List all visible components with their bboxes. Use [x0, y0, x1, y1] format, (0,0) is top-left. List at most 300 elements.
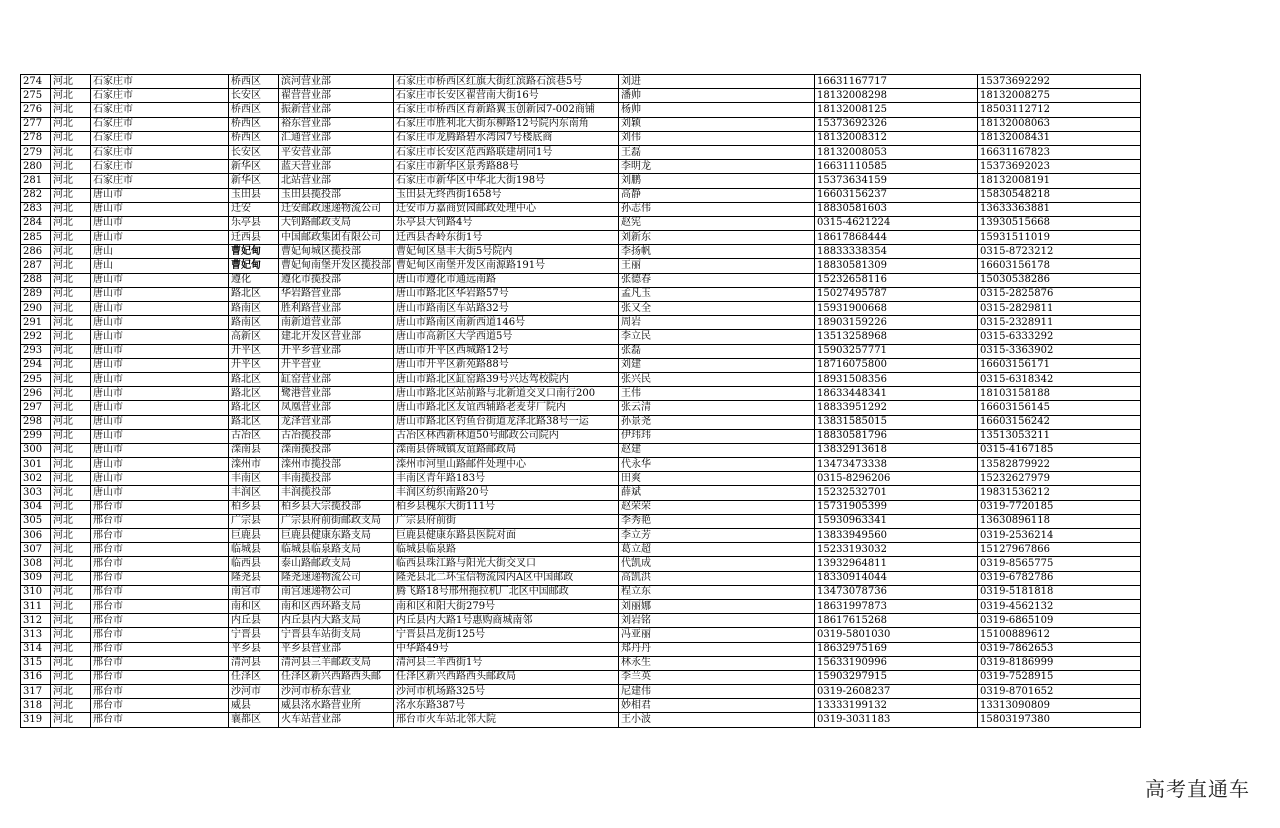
address-cell: 曹妃甸区垦丰大街5号院内 [394, 245, 619, 259]
row-number-cell: 274 [21, 75, 51, 89]
city-cell: 唐山市 [91, 302, 229, 316]
row-number-cell: 282 [21, 188, 51, 202]
contact-name-cell: 张德春 [619, 273, 815, 287]
table-row [21, 543, 1141, 557]
table-row [21, 599, 1141, 613]
contact-name-cell: 程立东 [619, 585, 815, 599]
table-row [21, 472, 1141, 486]
address-cell: 石家庄市新华区中华北大街198号 [394, 174, 619, 188]
phone-secondary-cell: 15030538286 [978, 273, 1141, 287]
phone-primary-cell: 18132008053 [815, 145, 978, 159]
phone-secondary-cell: 0319-7720185 [978, 500, 1141, 514]
phone-secondary-cell: 16603156171 [978, 358, 1141, 372]
table-row [21, 514, 1141, 528]
city-cell: 邢台市 [91, 656, 229, 670]
city-cell: 唐山市 [91, 273, 229, 287]
address-cell: 唐山市路南区南新西道146号 [394, 316, 619, 330]
city-cell: 邢台市 [91, 614, 229, 628]
table-row [21, 188, 1141, 202]
table-row [21, 614, 1141, 628]
district-cell: 乐亭县 [229, 216, 279, 230]
province-cell: 河北 [51, 443, 91, 457]
province-cell: 河北 [51, 245, 91, 259]
phone-primary-cell: 18716075800 [815, 358, 978, 372]
district-cell: 南宫市 [229, 585, 279, 599]
phone-primary-cell: 13831585015 [815, 415, 978, 429]
phone-primary-cell: 15903257771 [815, 344, 978, 358]
branch-name-cell: 隆尧速递物流公司 [279, 571, 394, 585]
contact-name-cell: 潘帅 [619, 89, 815, 103]
city-cell: 邢台市 [91, 670, 229, 684]
phone-primary-cell: 15373634159 [815, 174, 978, 188]
phone-secondary-cell: 15931511019 [978, 231, 1141, 245]
address-cell: 南和区和阳大街279号 [394, 599, 619, 613]
table-row [21, 443, 1141, 457]
row-number-cell: 297 [21, 401, 51, 415]
district-cell: 路北区 [229, 287, 279, 301]
table-row [21, 500, 1141, 514]
table-row [21, 145, 1141, 159]
province-cell: 河北 [51, 571, 91, 585]
phone-secondary-cell: 0315-2829811 [978, 302, 1141, 316]
province-cell: 河北 [51, 514, 91, 528]
phone-secondary-cell: 0319-8701652 [978, 685, 1141, 699]
phone-primary-cell: 18903159226 [815, 316, 978, 330]
row-number-cell: 303 [21, 486, 51, 500]
row-number-cell: 277 [21, 117, 51, 131]
row-number-cell: 295 [21, 372, 51, 386]
phone-primary-cell: 0319-3031183 [815, 713, 978, 727]
district-cell: 滦南县 [229, 443, 279, 457]
contact-name-cell: 刘岩铭 [619, 614, 815, 628]
district-cell: 宁晋县 [229, 628, 279, 642]
phone-primary-cell: 18330914044 [815, 571, 978, 585]
city-cell: 唐山市 [91, 344, 229, 358]
phone-secondary-cell: 13930515668 [978, 216, 1141, 230]
branch-name-cell: 凤凰营业部 [279, 401, 394, 415]
contact-name-cell: 刘进 [619, 75, 815, 89]
province-cell: 河北 [51, 401, 91, 415]
address-cell: 任泽区新兴西路西头邮政局 [394, 670, 619, 684]
province-cell: 河北 [51, 614, 91, 628]
address-cell: 中华路49号 [394, 642, 619, 656]
province-cell: 河北 [51, 103, 91, 117]
table-row [21, 216, 1141, 230]
address-cell: 唐山市遵化市通远南路 [394, 273, 619, 287]
city-cell: 唐山市 [91, 287, 229, 301]
address-cell: 迁西县杏岭东街1号 [394, 231, 619, 245]
branch-name-cell: 丰南揽投部 [279, 472, 394, 486]
province-cell: 河北 [51, 188, 91, 202]
branch-name-cell: 曹妃甸南堡开发区揽投部 [279, 259, 394, 273]
branch-name-cell: 广宗县府前街邮政支局 [279, 514, 394, 528]
province-cell: 河北 [51, 259, 91, 273]
phone-secondary-cell: 0319-8565775 [978, 557, 1141, 571]
phone-primary-cell: 15233193032 [815, 543, 978, 557]
row-number-cell: 291 [21, 316, 51, 330]
phone-secondary-cell: 15100889612 [978, 628, 1141, 642]
address-cell: 石家庄市龙腾路碧水湾园7号楼底商 [394, 131, 619, 145]
row-number-cell: 312 [21, 614, 51, 628]
branch-name-cell: 柏乡县大宗揽投部 [279, 500, 394, 514]
contact-name-cell: 郑丹丹 [619, 642, 815, 656]
branch-name-cell: 滦南揽投部 [279, 443, 394, 457]
phone-secondary-cell: 0319-2536214 [978, 529, 1141, 543]
district-cell: 路北区 [229, 401, 279, 415]
phone-secondary-cell: 0315-8723212 [978, 245, 1141, 259]
row-number-cell: 313 [21, 628, 51, 642]
city-cell: 唐山市 [91, 216, 229, 230]
province-cell: 河北 [51, 160, 91, 174]
city-cell: 唐山市 [91, 231, 229, 245]
branch-name-cell: 曹妃甸城区揽投部 [279, 245, 394, 259]
branch-name-cell: 迁安邮政速递物流公司 [279, 202, 394, 216]
province-cell: 河北 [51, 372, 91, 386]
branch-name-cell: 振新营业部 [279, 103, 394, 117]
branch-name-cell: 华岩路营业部 [279, 287, 394, 301]
phone-primary-cell: 18830581603 [815, 202, 978, 216]
address-cell: 滦州市河里山路邮件处理中心 [394, 458, 619, 472]
branch-name-cell: 胜利路营业部 [279, 302, 394, 316]
phone-primary-cell: 18833951292 [815, 401, 978, 415]
phone-secondary-cell: 13633363881 [978, 202, 1141, 216]
phone-primary-cell: 15930963341 [815, 514, 978, 528]
table-row [21, 670, 1141, 684]
phone-primary-cell: 16603156237 [815, 188, 978, 202]
phone-secondary-cell: 16603156145 [978, 401, 1141, 415]
phone-secondary-cell: 0319-5181818 [978, 585, 1141, 599]
province-cell: 河北 [51, 75, 91, 89]
address-cell: 古冶区林西新林道50号邮政公司院内 [394, 429, 619, 443]
branch-name-cell: 任泽区新兴西路西头邮 [279, 670, 394, 684]
phone-primary-cell: 0319-2608237 [815, 685, 978, 699]
table-row [21, 231, 1141, 245]
branch-name-cell: 宁晋县车站街支局 [279, 628, 394, 642]
branch-name-cell: 南和区西环路支局 [279, 599, 394, 613]
row-number-cell: 279 [21, 145, 51, 159]
district-cell: 桥西区 [229, 117, 279, 131]
province-cell: 河北 [51, 529, 91, 543]
address-cell: 丰润区纺织南路20号 [394, 486, 619, 500]
city-cell: 石家庄市 [91, 117, 229, 131]
city-cell: 唐山市 [91, 330, 229, 344]
address-cell: 广宗县府前街 [394, 514, 619, 528]
city-cell: 石家庄市 [91, 131, 229, 145]
table-row [21, 415, 1141, 429]
row-number-cell: 309 [21, 571, 51, 585]
row-number-cell: 314 [21, 642, 51, 656]
city-cell: 唐山市 [91, 472, 229, 486]
branch-name-cell: 清河县三羊邮政支局 [279, 656, 394, 670]
province-cell: 河北 [51, 557, 91, 571]
branch-name-cell: 内丘县内大路支局 [279, 614, 394, 628]
district-cell: 迁安 [229, 202, 279, 216]
phone-secondary-cell: 0315-3363902 [978, 344, 1141, 358]
row-number-cell: 292 [21, 330, 51, 344]
watermark-text: 高考直通车 [1145, 777, 1250, 801]
city-cell: 唐山 [91, 245, 229, 259]
district-cell: 长安区 [229, 89, 279, 103]
contact-name-cell: 李秀艳 [619, 514, 815, 528]
row-number-cell: 311 [21, 599, 51, 613]
address-cell: 曹妃甸区南堡开发区南源路191号 [394, 259, 619, 273]
table-row [21, 302, 1141, 316]
city-cell: 唐山市 [91, 429, 229, 443]
contact-name-cell: 张又全 [619, 302, 815, 316]
province-cell: 河北 [51, 131, 91, 145]
phone-primary-cell: 18132008298 [815, 89, 978, 103]
address-cell: 临西县珠江路与阳光大街交叉口 [394, 557, 619, 571]
phone-secondary-cell: 15232627979 [978, 472, 1141, 486]
row-number-cell: 298 [21, 415, 51, 429]
phone-secondary-cell: 0315-4167185 [978, 443, 1141, 457]
address-cell: 丰南区青年路183号 [394, 472, 619, 486]
table-row [21, 131, 1141, 145]
row-number-cell: 307 [21, 543, 51, 557]
address-cell: 邢台市火车站北邻大院 [394, 713, 619, 727]
address-cell: 迁安市万嘉商贸园邮政处理中心 [394, 202, 619, 216]
row-number-cell: 308 [21, 557, 51, 571]
district-cell: 古冶区 [229, 429, 279, 443]
district-cell: 开平区 [229, 358, 279, 372]
table-row [21, 330, 1141, 344]
contact-name-cell: 刘丽娜 [619, 599, 815, 613]
table-row [21, 458, 1141, 472]
table-row [21, 245, 1141, 259]
phone-secondary-cell: 0319-6782786 [978, 571, 1141, 585]
contact-name-cell: 刘伟 [619, 131, 815, 145]
district-cell: 桥西区 [229, 103, 279, 117]
branch-name-cell: 建北开发区营业部 [279, 330, 394, 344]
phone-secondary-cell: 15830548218 [978, 188, 1141, 202]
contact-name-cell: 尼建伟 [619, 685, 815, 699]
phone-primary-cell: 18632975169 [815, 642, 978, 656]
row-number-cell: 293 [21, 344, 51, 358]
row-number-cell: 294 [21, 358, 51, 372]
row-number-cell: 301 [21, 458, 51, 472]
city-cell: 邢台市 [91, 500, 229, 514]
phone-primary-cell: 15731905399 [815, 500, 978, 514]
phone-primary-cell: 0315-8296206 [815, 472, 978, 486]
table-row [21, 685, 1141, 699]
phone-primary-cell: 18631997873 [815, 599, 978, 613]
phone-secondary-cell: 13630896118 [978, 514, 1141, 528]
row-number-cell: 290 [21, 302, 51, 316]
phone-secondary-cell: 0319-7528915 [978, 670, 1141, 684]
table-row [21, 344, 1141, 358]
branch-name-cell: 中国邮政集团有限公司 [279, 231, 394, 245]
table-row [21, 387, 1141, 401]
district-cell: 长安区 [229, 145, 279, 159]
city-cell: 邢台市 [91, 642, 229, 656]
phone-primary-cell: 18830581309 [815, 259, 978, 273]
district-cell: 新华区 [229, 160, 279, 174]
contact-name-cell: 刘新东 [619, 231, 815, 245]
contact-name-cell: 李立民 [619, 330, 815, 344]
phone-primary-cell: 15373692326 [815, 117, 978, 131]
branch-name-cell: 遵化市揽投部 [279, 273, 394, 287]
branch-name-cell: 北站营业部 [279, 174, 394, 188]
province-cell: 河北 [51, 599, 91, 613]
district-cell: 路北区 [229, 372, 279, 386]
row-number-cell: 284 [21, 216, 51, 230]
address-cell: 唐山市开平区新苑路88号 [394, 358, 619, 372]
phone-secondary-cell: 13582879922 [978, 458, 1141, 472]
address-cell: 唐山市开平区西城路12号 [394, 344, 619, 358]
branch-name-cell: 玉田县揽投部 [279, 188, 394, 202]
table-row [21, 89, 1141, 103]
phone-secondary-cell: 0315-6333292 [978, 330, 1141, 344]
city-cell: 邢台市 [91, 543, 229, 557]
province-cell: 河北 [51, 216, 91, 230]
district-cell: 平乡县 [229, 642, 279, 656]
table-row [21, 585, 1141, 599]
district-cell: 沙河市 [229, 685, 279, 699]
contact-name-cell: 赵建 [619, 443, 815, 457]
city-cell: 石家庄市 [91, 145, 229, 159]
address-cell: 唐山市路北区华岩路57号 [394, 287, 619, 301]
phone-primary-cell: 15633190996 [815, 656, 978, 670]
province-cell: 河北 [51, 145, 91, 159]
district-cell: 路南区 [229, 316, 279, 330]
table-row [21, 358, 1141, 372]
province-cell: 河北 [51, 486, 91, 500]
branch-name-cell: 平安营业部 [279, 145, 394, 159]
address-cell: 隆尧县北二环宝信物流园内A区中国邮政 [394, 571, 619, 585]
table-row [21, 401, 1141, 415]
contact-name-cell: 赵荣荣 [619, 500, 815, 514]
province-cell: 河北 [51, 231, 91, 245]
row-number-cell: 304 [21, 500, 51, 514]
phone-primary-cell: 18931508356 [815, 372, 978, 386]
phone-primary-cell: 18132008312 [815, 131, 978, 145]
city-cell: 唐山市 [91, 443, 229, 457]
district-cell: 路北区 [229, 415, 279, 429]
city-cell: 唐山市 [91, 188, 229, 202]
province-cell: 河北 [51, 302, 91, 316]
province-cell: 河北 [51, 273, 91, 287]
branch-name-cell: 火车站营业部 [279, 713, 394, 727]
address-cell: 内丘县内大路1号惠购商城南邻 [394, 614, 619, 628]
branch-name-cell: 滨河营业部 [279, 75, 394, 89]
address-cell: 乐亭县大钊路4号 [394, 216, 619, 230]
row-number-cell: 289 [21, 287, 51, 301]
city-cell: 唐山市 [91, 387, 229, 401]
branch-name-cell: 开平乡营业部 [279, 344, 394, 358]
district-cell: 柏乡县 [229, 500, 279, 514]
province-cell: 河北 [51, 415, 91, 429]
district-cell: 曹妃甸 [229, 245, 279, 259]
city-cell: 唐山市 [91, 316, 229, 330]
city-cell: 邢台市 [91, 557, 229, 571]
province-cell: 河北 [51, 656, 91, 670]
contact-name-cell: 王小波 [619, 713, 815, 727]
contact-name-cell: 葛立超 [619, 543, 815, 557]
phone-secondary-cell: 18103158188 [978, 387, 1141, 401]
contact-name-cell: 刘颖 [619, 117, 815, 131]
phone-secondary-cell: 15803197380 [978, 713, 1141, 727]
province-cell: 河北 [51, 628, 91, 642]
contact-name-cell: 孙景尧 [619, 415, 815, 429]
district-cell: 南和区 [229, 599, 279, 613]
contact-name-cell: 田爽 [619, 472, 815, 486]
province-cell: 河北 [51, 500, 91, 514]
branch-name-cell: 裕东营业部 [279, 117, 394, 131]
table-row [21, 287, 1141, 301]
table-row [21, 202, 1141, 216]
province-cell: 河北 [51, 670, 91, 684]
phone-primary-cell: 13833949560 [815, 529, 978, 543]
phone-secondary-cell: 16603156178 [978, 259, 1141, 273]
branch-name-cell: 丰润揽投部 [279, 486, 394, 500]
row-number-cell: 286 [21, 245, 51, 259]
table-row [21, 259, 1141, 273]
phone-primary-cell: 13513258968 [815, 330, 978, 344]
phone-primary-cell: 13473078736 [815, 585, 978, 599]
table-row [21, 557, 1141, 571]
phone-secondary-cell: 15373692023 [978, 160, 1141, 174]
phone-secondary-cell: 15373692292 [978, 75, 1141, 89]
city-cell: 邢台市 [91, 628, 229, 642]
contact-name-cell: 薛斌 [619, 486, 815, 500]
province-cell: 河北 [51, 202, 91, 216]
address-cell: 石家庄市桥西区育新路翼玉创新园7-002商铺 [394, 103, 619, 117]
branch-name-cell: 龙泽营业部 [279, 415, 394, 429]
phone-secondary-cell: 18132008063 [978, 117, 1141, 131]
phone-primary-cell: 18132008125 [815, 103, 978, 117]
phone-primary-cell: 0319-5801030 [815, 628, 978, 642]
contact-name-cell: 周岩 [619, 316, 815, 330]
row-number-cell: 306 [21, 529, 51, 543]
district-cell: 清河县 [229, 656, 279, 670]
contact-table [20, 74, 1141, 728]
city-cell: 唐山 [91, 259, 229, 273]
row-number-cell: 275 [21, 89, 51, 103]
province-cell: 河北 [51, 117, 91, 131]
row-number-cell: 316 [21, 670, 51, 684]
row-number-cell: 281 [21, 174, 51, 188]
table-row [21, 713, 1141, 727]
address-cell: 洺水东路387号 [394, 699, 619, 713]
district-cell: 新华区 [229, 174, 279, 188]
branch-name-cell: 泰山路邮政支局 [279, 557, 394, 571]
table-row [21, 571, 1141, 585]
district-cell: 广宗县 [229, 514, 279, 528]
contact-name-cell: 刘建 [619, 358, 815, 372]
contact-name-cell: 张云清 [619, 401, 815, 415]
province-cell: 河北 [51, 543, 91, 557]
province-cell: 河北 [51, 89, 91, 103]
district-cell: 滦州市 [229, 458, 279, 472]
district-cell: 桥西区 [229, 131, 279, 145]
city-cell: 石家庄市 [91, 75, 229, 89]
phone-primary-cell: 15232658116 [815, 273, 978, 287]
phone-secondary-cell: 13513053211 [978, 429, 1141, 443]
table-row [21, 75, 1141, 89]
address-cell: 石家庄市胜利北大街东柳路12号院内东南角 [394, 117, 619, 131]
table-row [21, 174, 1141, 188]
province-cell: 河北 [51, 358, 91, 372]
phone-secondary-cell: 0319-7862653 [978, 642, 1141, 656]
address-cell: 宁晋县昌龙街125号 [394, 628, 619, 642]
phone-primary-cell: 18633448341 [815, 387, 978, 401]
city-cell: 唐山市 [91, 372, 229, 386]
city-cell: 唐山市 [91, 358, 229, 372]
contact-name-cell: 李兰英 [619, 670, 815, 684]
district-cell: 高新区 [229, 330, 279, 344]
province-cell: 河北 [51, 472, 91, 486]
address-cell: 唐山市路北区钓鱼台街道龙泽北路38号一运 [394, 415, 619, 429]
